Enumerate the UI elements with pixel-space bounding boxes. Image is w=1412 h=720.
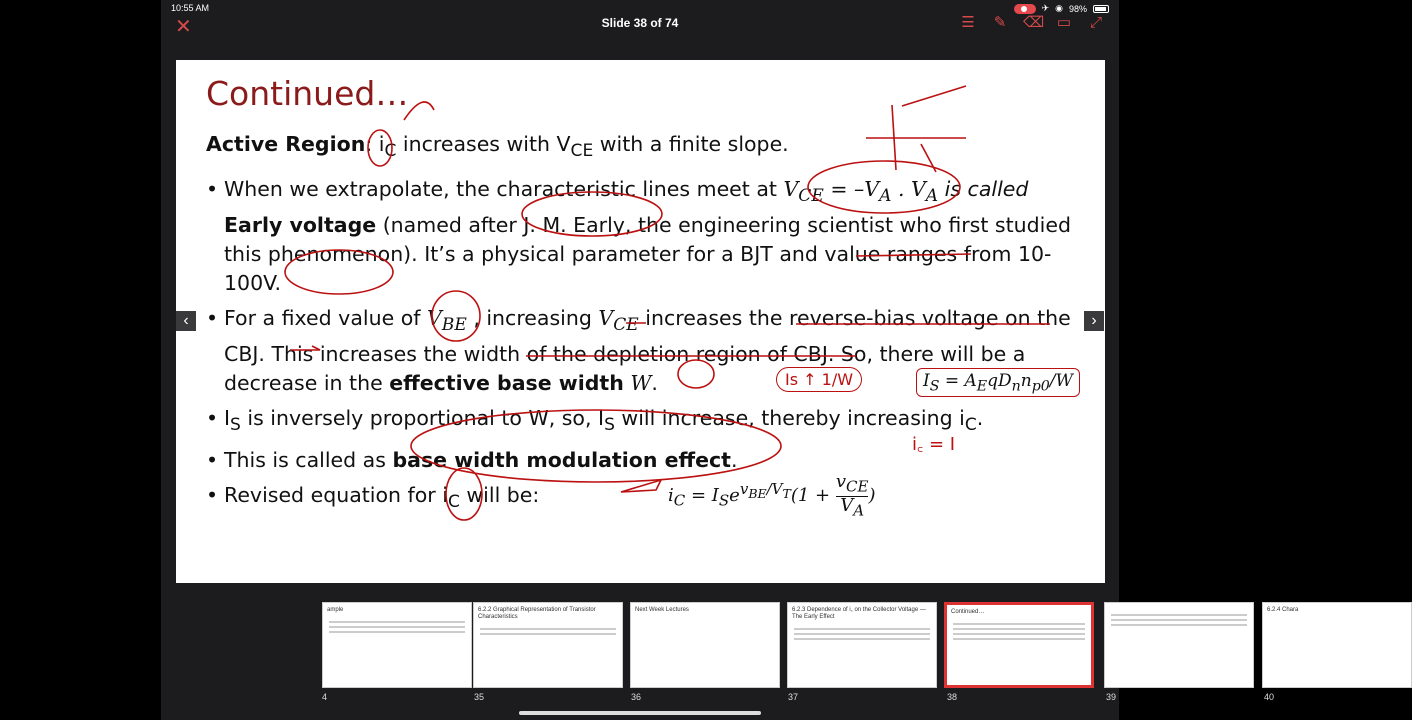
text: . xyxy=(976,406,984,431)
slide-counter: Slide 38 of 74 xyxy=(601,16,679,30)
thumbnail-title xyxy=(1105,603,1253,611)
wifi-icon: ◉ xyxy=(1055,3,1063,13)
math: . V xyxy=(891,177,926,202)
close-icon[interactable]: ✕ xyxy=(175,16,192,38)
text: This is called as xyxy=(224,448,393,473)
ink-note: Is ↑ 1/W xyxy=(776,367,862,392)
subscript: A xyxy=(925,186,939,207)
subscript: CE xyxy=(613,315,639,336)
expand-icon[interactable]: ⤢ xyxy=(1089,14,1102,31)
ic-formula: $i_C = I_Se^{v_{BE}/V_T}(1$ + $v_{CE}$ $V_A$ ) xyxy=(668,471,876,520)
thumbnail-slide-34[interactable] xyxy=(322,602,472,688)
text: increases with V xyxy=(396,132,571,156)
text: increases the reverse-bias voltage on the CBJ. This increases the width of the depletion region of CBJ. So, there will be a decrease in the xyxy=(224,306,1071,396)
thumbnail-slide-36[interactable] xyxy=(630,602,780,688)
bold-text: effective base width xyxy=(389,371,624,396)
thumbnail-slide-35[interactable] xyxy=(473,602,623,688)
thumbnail-strip xyxy=(322,600,1299,708)
battery-percent: 98% xyxy=(1068,3,1087,14)
math: V xyxy=(598,306,614,331)
status-time: 10:55 AM xyxy=(171,3,210,13)
subscript: C xyxy=(447,492,460,513)
math: V xyxy=(426,306,442,331)
airplane-icon: ✈ xyxy=(1041,3,1050,13)
text: is inversely proportional to W, so, I xyxy=(240,406,605,431)
bold-text: base width modulation effect xyxy=(392,448,731,473)
screen-icon[interactable]: ▭ xyxy=(1056,14,1072,31)
thumbnail-title: Continued… xyxy=(951,609,985,615)
pen-icon[interactable]: ✎ xyxy=(993,14,1007,31)
thumbnail-number: 36 xyxy=(631,692,642,702)
next-slide-button[interactable]: › xyxy=(1084,311,1104,331)
is-formula: $I_S = A_EqD_nn_{p0}/W$ xyxy=(916,368,1080,397)
math: W xyxy=(623,371,652,396)
thumbnail-title: Next Week Lectures xyxy=(635,607,689,613)
text: . xyxy=(730,448,738,473)
thumbnail-number: 39 xyxy=(1106,692,1117,702)
slide-heading: Continued… xyxy=(206,74,409,113)
text: is called xyxy=(938,177,1029,202)
thumbnail-slide-37[interactable] xyxy=(787,602,937,688)
notes-icon[interactable]: ☰ xyxy=(961,14,975,31)
thumbnail-slide-39[interactable] xyxy=(1104,602,1254,688)
thumbnail-title: ample xyxy=(327,607,344,613)
text: Revised equation for i xyxy=(224,483,448,508)
toolbar xyxy=(161,12,1119,48)
home-indicator[interactable] xyxy=(519,711,761,715)
thumbnail-number: 4 xyxy=(322,692,328,702)
text: with a finite slope. xyxy=(593,132,789,156)
math: V xyxy=(783,177,799,202)
text: will be: xyxy=(459,483,540,508)
subscript: CE xyxy=(570,141,594,162)
thumbnail-slide-38[interactable] xyxy=(944,602,1094,688)
text: : i xyxy=(365,132,385,156)
text: . xyxy=(651,371,658,396)
text: will increase, thereby increasing i xyxy=(614,406,965,431)
subscript: A xyxy=(879,186,892,207)
ink-note-2: i꜀ = I xyxy=(912,434,956,455)
text: (named after J. M. Early, the engineering scientist who first studied this phenomenon). It’s a physical parameter for a BJT and value ranges from 10-100V. xyxy=(224,213,1071,296)
subscript: C xyxy=(964,415,977,436)
thumbnail-number: 38 xyxy=(947,692,958,702)
text: I xyxy=(224,406,231,431)
prev-slide-button[interactable]: ‹ xyxy=(176,311,196,331)
bold-text: Early voltage xyxy=(224,213,377,238)
thumbnail-number: 37 xyxy=(788,692,799,702)
thumbnail-number: 40 xyxy=(1264,692,1275,702)
subscript: CE xyxy=(798,186,824,207)
subscript: BE xyxy=(441,315,467,336)
math: = –V xyxy=(823,177,880,202)
ink-annotations xyxy=(176,60,1105,583)
tool-group xyxy=(959,14,1105,32)
slide-canvas[interactable] xyxy=(176,60,1105,583)
subscript: S xyxy=(230,415,241,436)
thumbnail-title: 6.2.2 Graphical Representation of Transistor Characteristics xyxy=(478,607,596,620)
thumbnail-number: 35 xyxy=(474,692,485,702)
thumbnail-title: 6.2.3 Dependence of i꜀ on the Collector Voltage — The Early Effect xyxy=(792,607,926,620)
subscript: C xyxy=(384,141,397,162)
active-region-label: Active Region xyxy=(206,132,366,156)
thumbnail-title: 6.2.4 Chara xyxy=(1267,607,1299,613)
text: When we extrapolate, the characteristic lines meet at xyxy=(224,177,784,202)
eraser-icon[interactable]: ⌫ xyxy=(1023,14,1045,31)
text: , increasing xyxy=(466,306,599,331)
thumbnail-slide-40[interactable] xyxy=(1262,602,1412,688)
subscript: S xyxy=(604,415,615,436)
text: For a fixed value of xyxy=(224,306,427,331)
